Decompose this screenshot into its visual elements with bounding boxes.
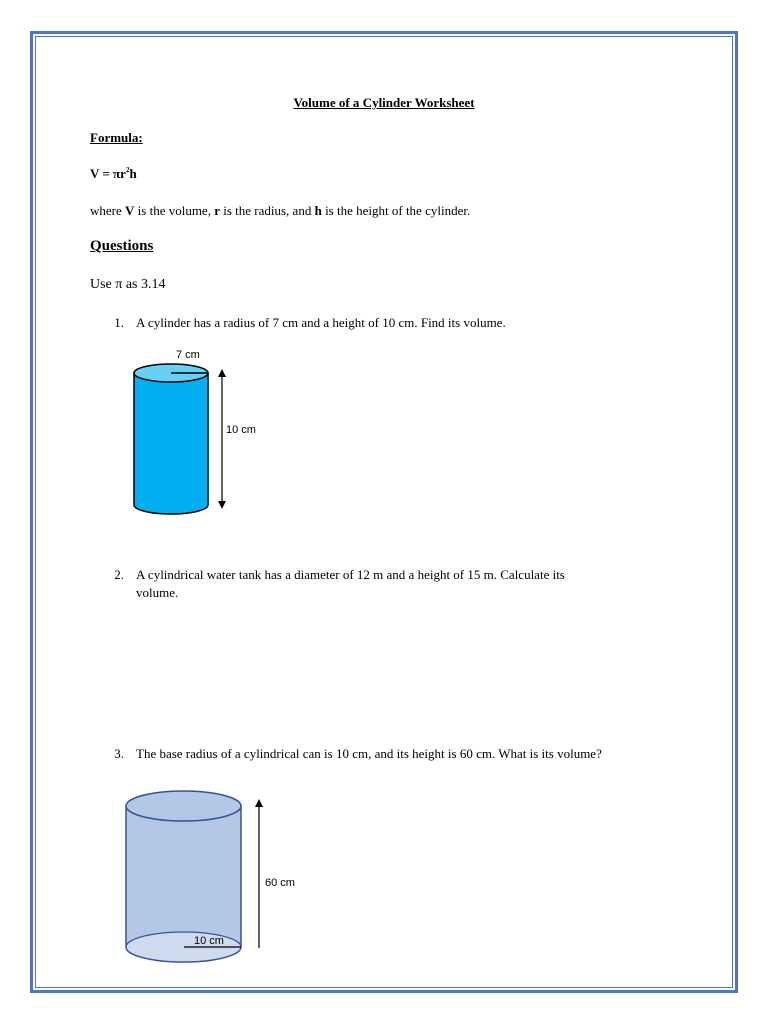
- explanation-part: is the radius, and: [219, 203, 315, 218]
- question-number: 3.: [114, 746, 124, 761]
- variable-r: r: [214, 203, 220, 218]
- formula-prefix: V = πr: [90, 166, 126, 181]
- question-text: The base radius of a cylindrical can is 10 cm, and its height is 60 cm. What is its volume?: [136, 746, 602, 761]
- cylinder-1-body: [134, 373, 208, 514]
- cylinder-3-radius-label: 10 cm: [194, 935, 224, 947]
- pi-note: Use π as 3.14: [90, 277, 166, 292]
- cylinder-3-diagram: [126, 791, 295, 962]
- question-text: A cylinder has a radius of 7 cm and a height of 10 cm. Find its volume.: [136, 315, 506, 330]
- explanation-part: is the volume,: [134, 203, 215, 218]
- explanation-part: where: [90, 203, 126, 218]
- worksheet-title: Volume of a Cylinder Worksheet: [293, 95, 475, 110]
- question-number: 2.: [114, 567, 124, 582]
- cylinder-1-diagram: [134, 349, 256, 514]
- explanation-part: is the height of the cylinder.: [321, 203, 471, 218]
- cylinder-3-height-label: 60 cm: [265, 877, 295, 889]
- question-text: A cylindrical water tank has a diameter of 12 m and a height of 15 m. Calculate its: [136, 567, 565, 582]
- cylinder-3-top: [126, 791, 241, 821]
- question-text-continued: volume.: [136, 585, 179, 600]
- cylinder-1-height-label: 10 cm: [226, 424, 256, 436]
- formula-heading: Formula:: [90, 130, 143, 145]
- cylinder-1-radius-label: 7 cm: [176, 349, 200, 361]
- formula-suffix: h: [129, 166, 137, 181]
- variable-h: h: [314, 203, 322, 218]
- formula-exponent: 2: [125, 165, 130, 174]
- question-number: 1.: [114, 315, 124, 330]
- variable-v: V: [125, 203, 135, 218]
- questions-heading: Questions: [90, 238, 154, 254]
